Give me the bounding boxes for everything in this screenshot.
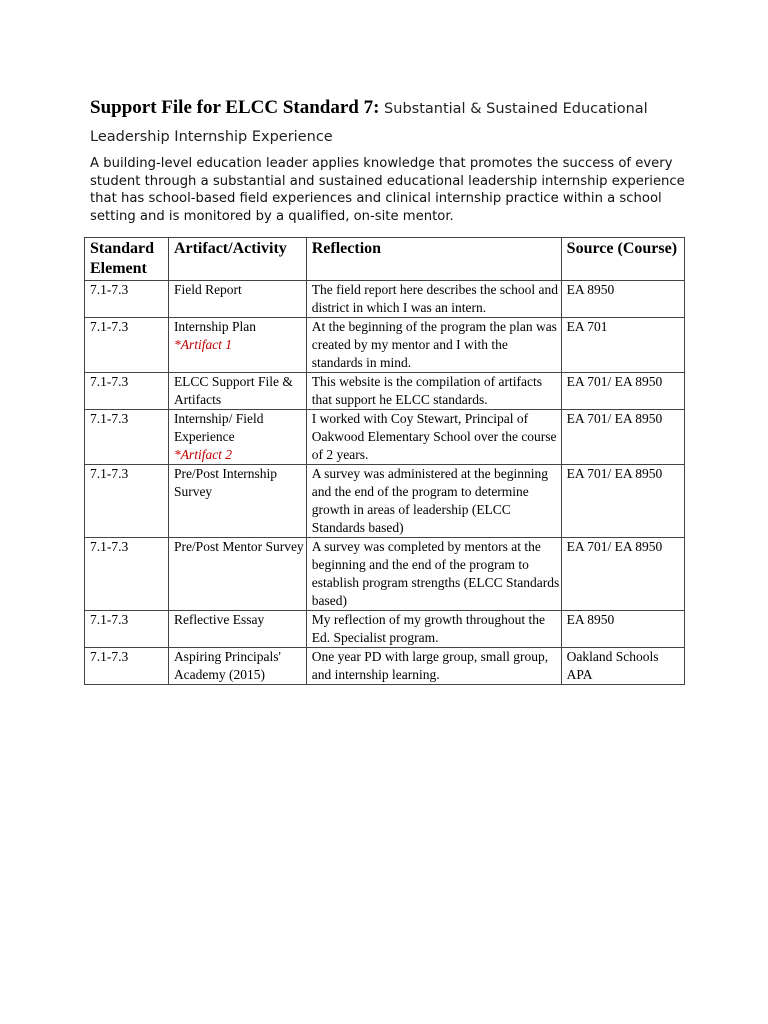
- activity-label: Pre/Post Internship Survey: [173, 466, 278, 499]
- activity-label: Aspiring Principals' Academy (2015): [173, 649, 281, 682]
- cell-reflection: I worked with Coy Stewart, Principal of Oakwood Elementary School over the course of 2 years.: [306, 410, 561, 465]
- table-row: [85, 318, 685, 373]
- activity-label: Field Report: [173, 282, 242, 297]
- cell-activity: [168, 410, 306, 465]
- cell-reflection: This website is the compilation of artifacts that support he ELCC standards.: [306, 373, 561, 410]
- header-standard-element: Standard Element: [85, 238, 169, 281]
- table-row: [85, 373, 685, 410]
- cell-activity: [168, 611, 306, 648]
- cell-element: 7.1-7.3: [85, 648, 169, 685]
- cell-source: EA 8950: [561, 281, 684, 318]
- cell-element: 7.1-7.3: [85, 538, 169, 611]
- cell-element: 7.1-7.3: [85, 318, 169, 373]
- cell-source: Oakland Schools APA: [561, 648, 684, 685]
- cell-element: 7.1-7.3: [85, 465, 169, 538]
- cell-element: 7.1-7.3: [85, 373, 169, 410]
- activity-label: Internship Plan: [173, 319, 257, 334]
- table-row: [85, 465, 685, 538]
- cell-reflection: At the beginning of the program the plan was created by my mentor and I with the standards in mind.: [306, 318, 561, 373]
- cell-source: EA 701/ EA 8950: [561, 538, 684, 611]
- table-row: [85, 281, 685, 318]
- table-row: [85, 611, 685, 648]
- artifact-link[interactable]: *Artifact 2: [173, 447, 233, 462]
- cell-element: 7.1-7.3: [85, 410, 169, 465]
- header-source: Source (Course): [561, 238, 684, 281]
- activity-label: ELCC Support File & Artifacts: [173, 374, 293, 407]
- cell-reflection: The field report here describes the school and district in which I was an intern.: [306, 281, 561, 318]
- cell-source: EA 701/ EA 8950: [561, 465, 684, 538]
- cell-activity: [168, 648, 306, 685]
- standards-table: [84, 237, 685, 685]
- table-row: [85, 538, 685, 611]
- title-bold: Support File for ELCC Standard 7:: [90, 97, 380, 118]
- activity-label: Pre/Post Mentor Survey: [173, 539, 304, 554]
- cell-activity: [168, 465, 306, 538]
- cell-activity: [168, 281, 306, 318]
- document-title: [90, 94, 690, 151]
- table-row: [85, 648, 685, 685]
- intro-paragraph: A building-level education leader applies knowledge that promotes the success of every student through a substantial and sustained educational leadership internship experience that has school-based field experiences and clinical internship practice within a school setting and is monitored by a qualified, on-site mentor.: [90, 156, 685, 224]
- cell-source: EA 701/ EA 8950: [561, 410, 684, 465]
- cell-activity: [168, 373, 306, 410]
- cell-source: EA 701/ EA 8950: [561, 373, 684, 410]
- title-subtitle: Substantial & Sustained Educational Leadership Internship Experience: [90, 101, 648, 145]
- cell-reflection: A survey was completed by mentors at the beginning and the end of the program to establish program strengths (ELCC Standards based): [306, 538, 561, 611]
- table-header-row: [85, 238, 685, 281]
- cell-source: EA 701: [561, 318, 684, 373]
- cell-activity: [168, 318, 306, 373]
- cell-element: 7.1-7.3: [85, 281, 169, 318]
- header-artifact-activity: Artifact/Activity: [168, 238, 306, 281]
- cell-reflection: One year PD with large group, small group, and internship learning.: [306, 648, 561, 685]
- cell-reflection: My reflection of my growth throughout the Ed. Specialist program.: [306, 611, 561, 648]
- artifact-link[interactable]: *Artifact 1: [173, 337, 233, 352]
- header-reflection: Reflection: [306, 238, 561, 281]
- activity-label: Reflective Essay: [173, 612, 265, 627]
- cell-reflection: A survey was administered at the beginning and the end of the program to determine growth in areas of leadership (ELCC Standards based): [306, 465, 561, 538]
- cell-element: 7.1-7.3: [85, 611, 169, 648]
- table-row: [85, 410, 685, 465]
- cell-source: EA 8950: [561, 611, 684, 648]
- cell-activity: [168, 538, 306, 611]
- activity-label: Internship/ Field Experience: [173, 411, 264, 444]
